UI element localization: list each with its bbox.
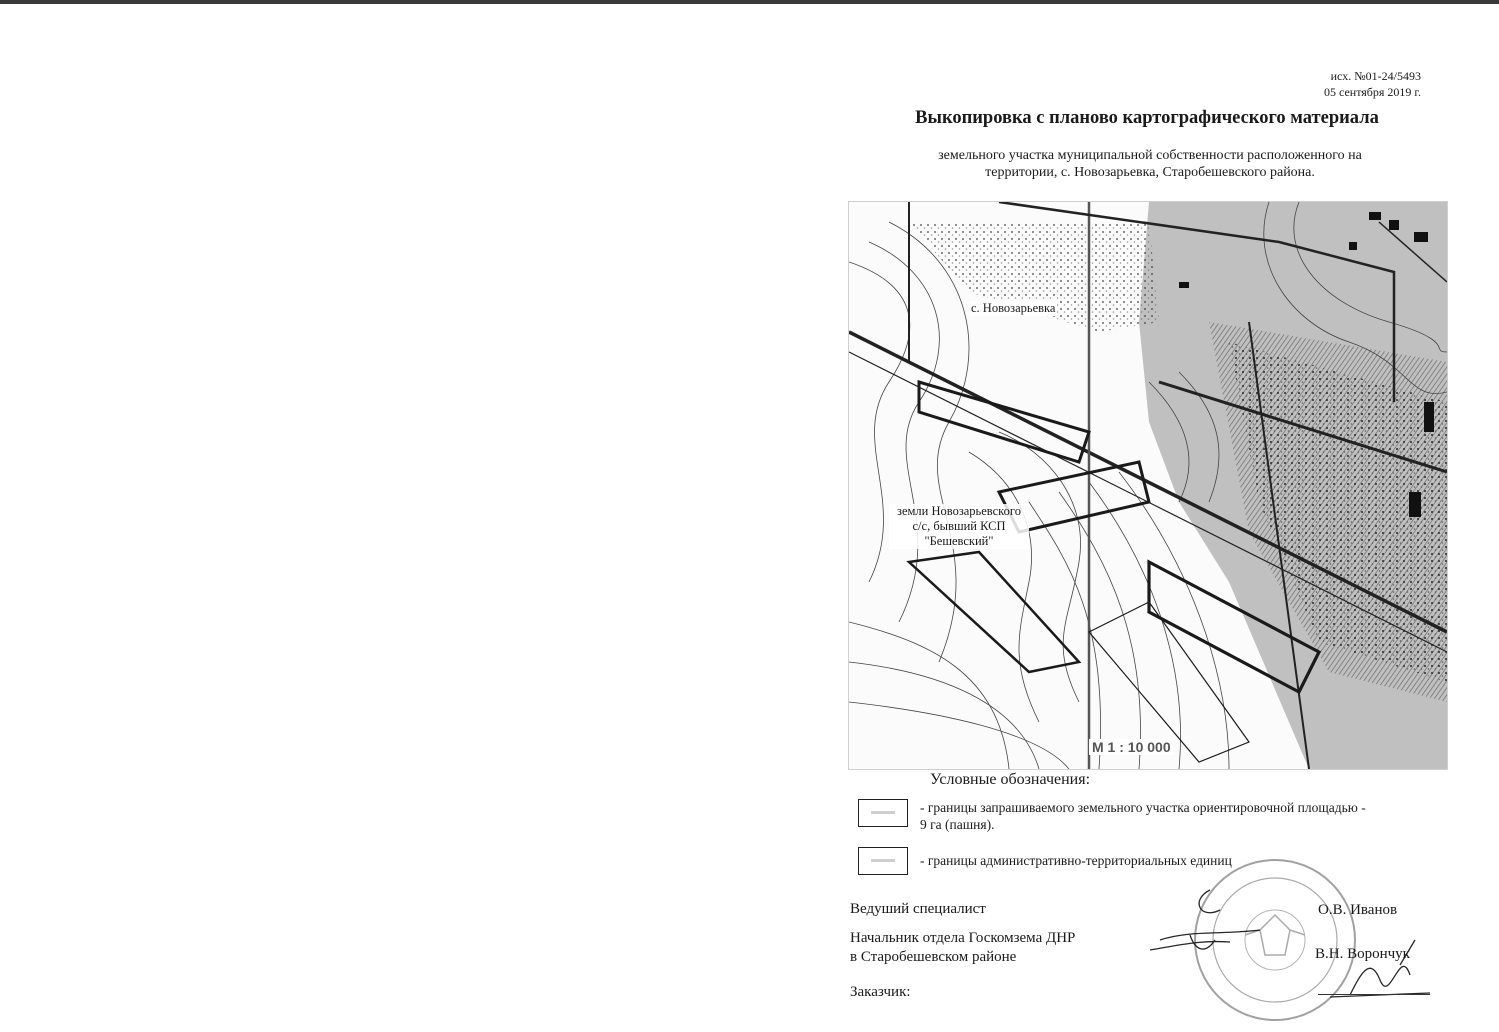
legend-title: Условные обозначения: [930, 771, 1091, 788]
map-label-lands [889, 504, 1029, 549]
chief-title [850, 929, 1075, 967]
map-scale: М 1 : 10 000 [1089, 739, 1174, 755]
customer-signature-line [1318, 994, 1430, 995]
lead-specialist-title: Ведуший специалист [850, 901, 986, 917]
lead-specialist-name: О.В. Иванов [1318, 902, 1398, 918]
customer-label: Заказчик: [850, 984, 911, 1000]
chief-signature [1130, 880, 1270, 970]
map-label-village: с. Новозарьевка [971, 301, 1056, 315]
document-subtitle [890, 147, 1410, 181]
chief-title-line-1: Начальник отдела Госкомзема ДНР [850, 930, 1076, 946]
chief-title-line-2: в Старобешевском районе [850, 949, 1017, 965]
legend-swatch-admin [858, 847, 908, 875]
map-label-lands-line-3: "Бешевский" [924, 534, 994, 548]
cadastral-map [848, 201, 1448, 770]
map-label-lands-line-1: земли Новозарьевского [897, 504, 1021, 518]
map-drawing [849, 202, 1447, 769]
reference-date: 05 сентября 2019 г. [1323, 85, 1421, 99]
legend-swatch-parcel [858, 799, 908, 827]
chief-name: В.Н. Ворончук [1315, 946, 1410, 962]
legend-item-parcel-line-2: 9 га (пашня). [920, 817, 995, 832]
legend-item-admin: - границы административно-территориальных единиц [920, 853, 1232, 868]
page-top-border [0, 0, 1499, 4]
map-label-lands-line-2: с/с, бывший КСП [912, 519, 1006, 533]
subtitle-line-2: территории, с. Новозарьевка, Старобешевского района. [985, 165, 1315, 180]
document-title: Выкопировка с планово картографического материала [915, 108, 1379, 128]
legend-item-parcel-line-1: - границы запрашиваемого земельного участка ориентировочной площадью - [920, 800, 1366, 815]
legend-item-parcel [920, 799, 1420, 833]
reference-block [1324, 68, 1421, 100]
subtitle-line-1: земельного участка муниципальной собственности расположенного на [938, 148, 1362, 163]
reference-number: исх. №01-24/5493 [1330, 69, 1421, 83]
